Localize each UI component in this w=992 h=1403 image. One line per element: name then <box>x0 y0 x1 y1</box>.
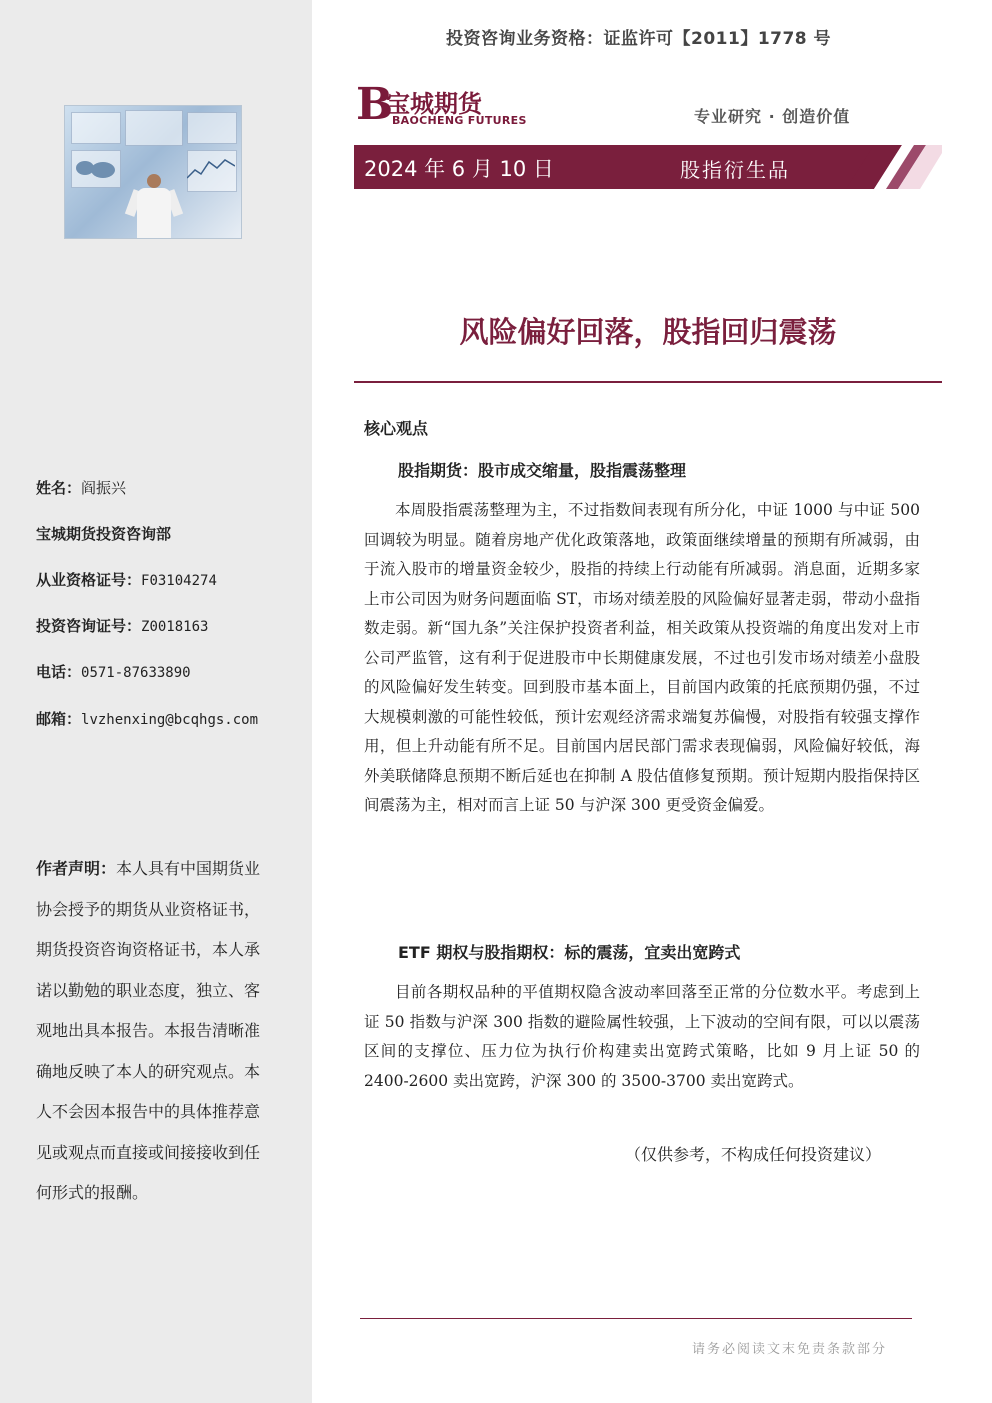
qualification-value: F03104274 <box>141 573 217 589</box>
report-category: 股指衍生品 <box>680 158 790 182</box>
email-value: lvzhenxing@bcqhgs.com <box>81 712 259 728</box>
license-text: 投资咨询业务资格：证监许可【2011】1778 号 <box>446 29 832 49</box>
author-department <box>36 523 171 544</box>
world-map-icon <box>71 156 119 184</box>
slogan: 专业研究 · 创造价值 <box>694 107 851 126</box>
paragraph-options: 目前各期权品种的平值期权隐含波动率回落至正常的分位数水平。考虑到上证 50 指数与沪深 300 指数的避险属性较强，上下波动的空间有限，可以以震荡区间的支撑位、压力位为执行价构建卖出宽跨式策略，比如 9 月上证 50 的 2400-2600 卖出宽跨，沪深 300 的 3500-3700 卖出宽跨式。 <box>364 983 920 1090</box>
person-figure <box>137 188 171 238</box>
author-name-value: 阎振兴 <box>81 479 127 497</box>
report-date: 2024 年 6 月 10 日 <box>364 157 554 181</box>
phone-value: 0571-87633890 <box>81 665 191 681</box>
statement-label: 作者声明： <box>36 859 117 878</box>
email-label: 邮箱： <box>36 710 82 728</box>
logo-english-name: BAOCHENG FUTURES <box>392 114 527 127</box>
qualification-number <box>36 569 217 590</box>
author-statement <box>36 849 272 1214</box>
department-value: 宝城期货投资咨询部 <box>36 525 172 543</box>
paragraph-index-futures: 本周股指震荡整理为主，不过指数间表现有所分化，中证 1000 与中证 500 回调较为明显。随着房地产优化政策落地，政策面继续增量的预期有所减弱，由于流入股市的增量资金较少，股指的持续上行动能有所减弱。消息面，近期多家上市公司因为财务问题面临 ST，市场对绩差股的风险偏好显著走弱，带动小盘指数走弱。新“国九条”关注保护投资者利益，相关政策从投资端的角度出发对上市公司严监管，这有利于促进股市中长期健康发展，不过也引发市场对绩差小盘股的风险偏好发生转变。回到股市基本面上，目前国内政策的托底预期仍强，不过大规模刺激的可能性较低，预计宏观经济需求端复苏偏慢，对股指有较强支撑作用，但上升动能有所不足。目前国内居民部门需求表现偏弱，风险偏好较低，海外美联储降息预期不断后延也在抑制 A 股估值修复预期。预计短期内股指保持区间震荡为主，相对而言上证 50 与沪深 300 更受资金偏爱。 <box>364 501 920 814</box>
chart-graphic-icon <box>187 156 235 186</box>
footer-divider <box>360 1318 912 1319</box>
advisory-value: Z0018163 <box>141 619 209 635</box>
footer-disclaimer: 请务必阅读文末免责条款部分 <box>692 1342 888 1357</box>
investment-note: （仅供参考，不构成任何投资建议） <box>625 1145 882 1164</box>
statement-text: 本人具有中国期货业协会授予的期货从业资格证书，期货投资咨询资格证书，本人承诺以勤勉的职业态度，独立、客观地出具本报告。本报告清晰准确地反映了本人的研究观点。本人不会因本报告中的具体推荐意见或观点而直接或间接接收到任何形式的报酬。 <box>36 859 261 1202</box>
logo-mark: B <box>356 79 394 130</box>
company-logo <box>356 79 527 132</box>
phone-label: 电话： <box>36 663 82 681</box>
subheading-index-futures: 股指期货：股市成交缩量，股指震荡整理 <box>398 461 687 480</box>
subheading-options: ETF 期权与股指期权：标的震荡，宜卖出宽跨式 <box>398 943 741 962</box>
section-heading: 核心观点 <box>364 419 429 438</box>
cover-image <box>64 105 242 239</box>
header-banner <box>354 145 942 189</box>
advisory-number <box>36 615 208 636</box>
advisory-label: 投资咨询证号： <box>36 617 142 635</box>
report-title: 风险偏好回落，股指回归震荡 <box>459 315 837 349</box>
title-divider <box>354 381 942 383</box>
author-name-label: 姓名： <box>36 479 82 497</box>
phone <box>36 661 191 682</box>
email <box>36 708 258 729</box>
logo-chinese-name: 宝城期货 <box>386 90 482 118</box>
qualification-label: 从业资格证号： <box>36 571 142 589</box>
author-name <box>36 477 126 498</box>
